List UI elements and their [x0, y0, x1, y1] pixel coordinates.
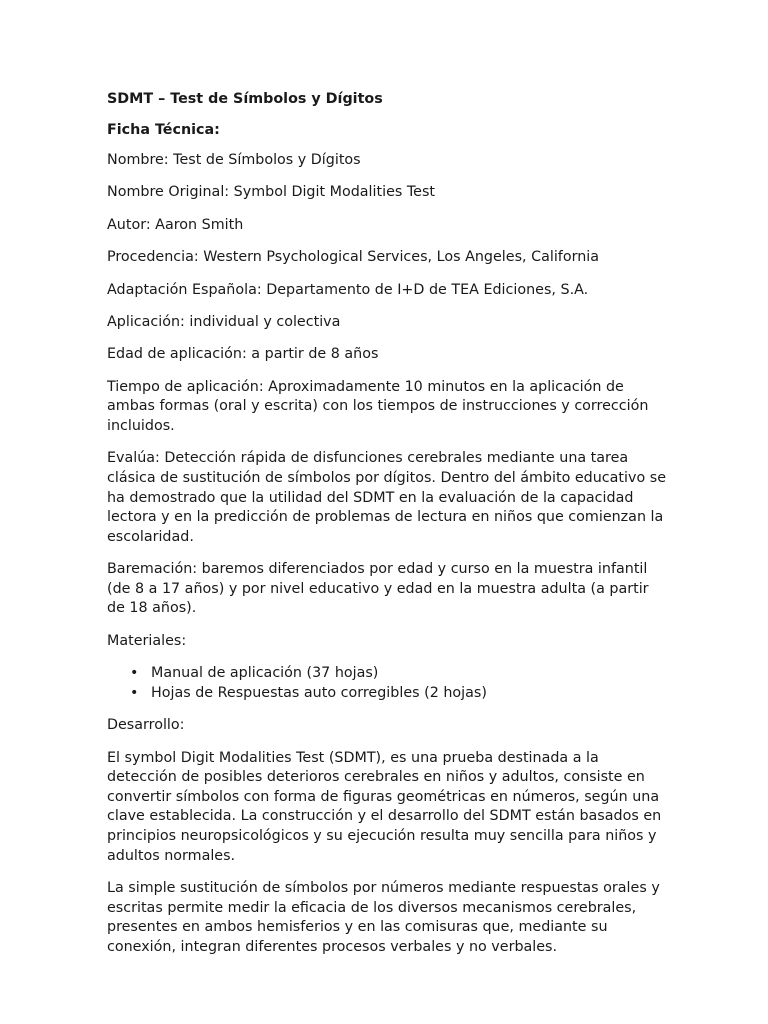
list-item: • Hojas de Respuestas auto corregibles (2 hojas): [151, 684, 668, 704]
desarrollo-paragraph-2: La simple sustitución de símbolos por números mediante respuestas orales y escritas permite medir la eficacia de los diversos mecanismos cerebrales, presentes en ambos hemisferios y en las comisuras que, mediante su conexión, integran diferentes procesos verbales y no verbales.: [107, 879, 660, 955]
desarrollo-heading: Desarrollo:: [107, 717, 185, 734]
list-item: • Manual de aplicación (37 hojas): [151, 664, 668, 684]
field-evalua: Evalúa: Detección rápida de disfunciones cerebrales mediante una tarea clásica de sustitución de símbolos por dígitos. Dentro del ámbito educativo se ha demostrado que la utilidad del SDMT en la evaluación de la capacidad lectora y en la predicción de problemas de lectura en niños que comienzan la escolaridad.: [107, 450, 666, 545]
field-nombre: Nombre: Test de Símbolos y Dígitos: [107, 152, 361, 168]
materials-heading: Materiales:: [107, 632, 187, 649]
document-title: SDMT – Test de Símbolos y Dígitos: [107, 91, 383, 107]
field-tiempo: Tiempo de aplicación: Aproximadamente 10 minutos en la aplicación de ambas formas (oral y escrita) con los tiempos de instrucciones y corrección incluidos.: [107, 378, 649, 434]
materials-list: [107, 664, 668, 703]
field-procedencia: Procedencia: Western Psychological Services, Los Angeles, California: [107, 249, 599, 266]
field-autor: Autor: Aaron Smith: [107, 216, 244, 233]
section-heading-ficha-tecnica: Ficha Técnica:: [107, 122, 220, 138]
field-edad: Edad de aplicación: a partir de 8 años: [107, 346, 379, 363]
field-baremacion: Baremación: baremos diferenciados por edad y curso en la muestra infantil (de 8 a 17 años) y por nivel educativo y edad en la muestra adulta (a partir de 18 años).: [107, 561, 649, 617]
field-nombre-original: Nombre Original: Symbol Digit Modalities Test: [107, 184, 436, 201]
field-adaptacion: Adaptación Española: Departamento de I+D de TEA Ediciones, S.A.: [107, 281, 589, 298]
desarrollo-paragraph-1: El symbol Digit Modalities Test (SDMT), es una prueba destinada a la detección de posibles deterioros cerebrales en niños y adultos, consiste en convertir símbolos con forma de figuras geométricas en números, según una clave establecida. La construcción y el desarrollo del SDMT están basados en principios neuropsicológicos y su ejecución resulta muy sencilla para niños y adultos normales.: [107, 749, 662, 864]
field-aplicacion: Aplicación: individual y colectiva: [107, 313, 341, 330]
